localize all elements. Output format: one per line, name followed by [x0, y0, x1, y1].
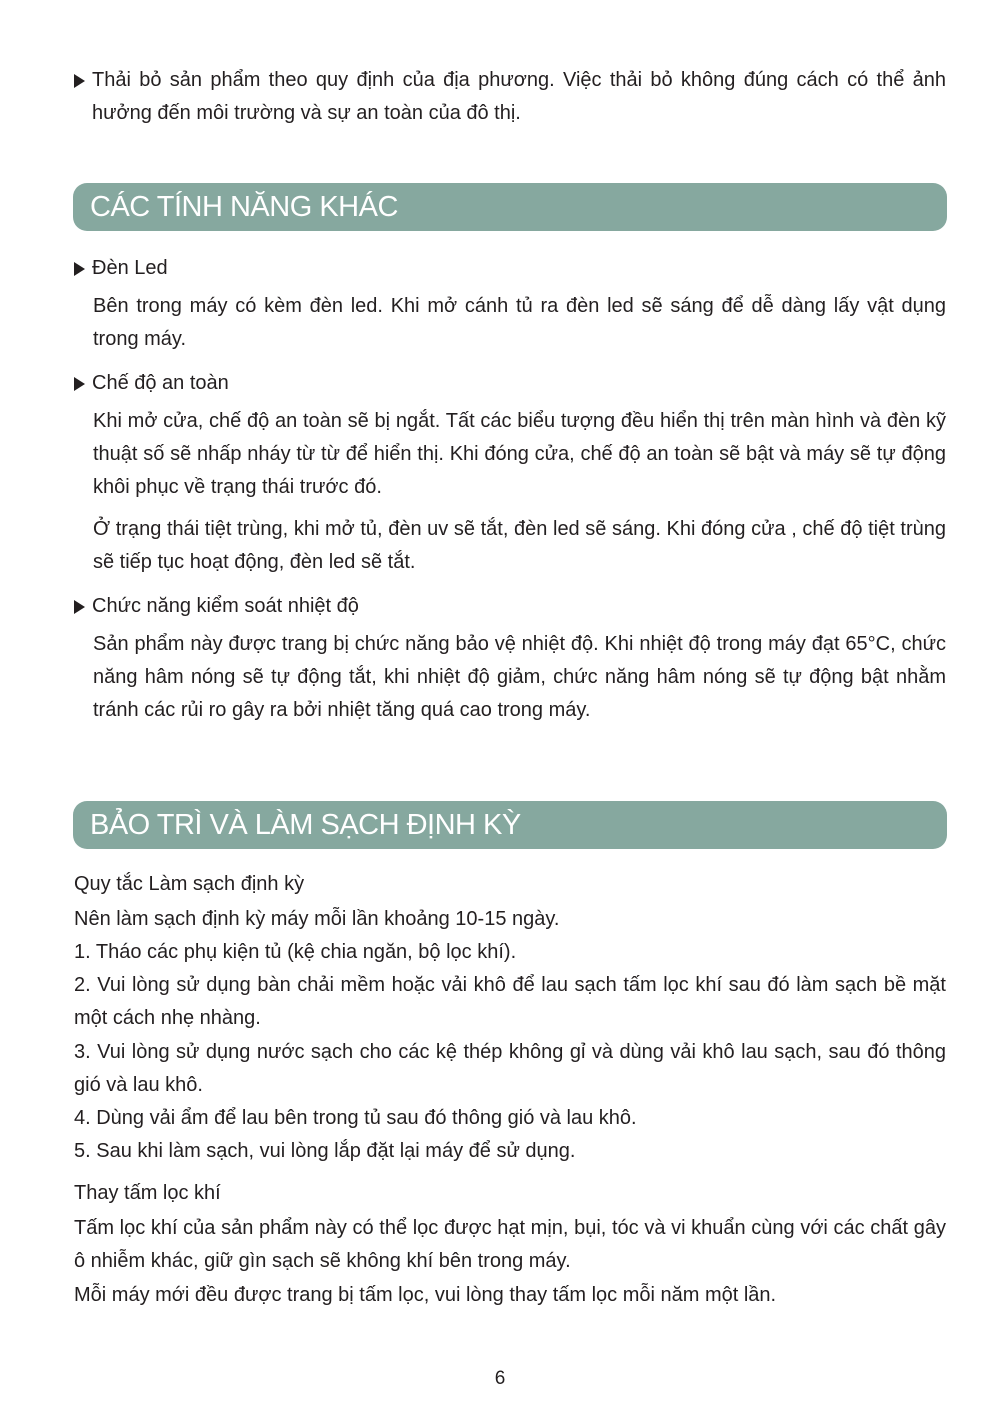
cleaning-step-2: 2. Vui lòng sử dụng bàn chải mềm hoặc vải khô để lau sạch tấm lọc khí sau đó làm sạch bề mặt một cách nhẹ nhàng.	[74, 974, 946, 1029]
section-title-maintenance: BẢO TRÌ VÀ LÀM SẠCH ĐỊNH KỲ	[90, 809, 521, 841]
feature-heading-temperature: Chức năng kiểm soát nhiệt độ	[92, 595, 359, 617]
section-banner-features	[73, 183, 947, 231]
bullet-triangle-icon	[74, 74, 85, 88]
cleaning-step-4: 4. Dùng vải ẩm để lau bên trong tủ sau đó thông gió và lau khô.	[74, 1107, 637, 1129]
feature-heading-led: Đèn Led	[92, 257, 168, 279]
page-number: 6	[494, 1368, 506, 1389]
bullet-triangle-icon	[74, 600, 85, 614]
filter-note: Mỗi máy mới đều được trang bị tấm lọc, vui lòng thay tấm lọc mỗi năm một lần.	[74, 1284, 777, 1306]
cleaning-step-1: 1. Tháo các phụ kiện tủ (kệ chia ngăn, bộ lọc khí).	[74, 941, 517, 963]
cleaning-heading: Quy tắc Làm sạch định kỳ	[74, 873, 305, 895]
feature-text-safety-2: Ở trạng thái tiệt trùng, khi mở tủ, đèn uv sẽ tắt, đèn led sẽ sáng. Khi đóng cửa , chế độ tiệt trùng sẽ tiếp tục hoạt động, đèn led sẽ tắt.	[93, 518, 946, 573]
cleaning-intro: Nên làm sạch định kỳ máy mỗi lần khoảng 10-15 ngày.	[74, 908, 560, 930]
bullet-triangle-icon	[74, 377, 85, 391]
feature-text-temperature: Sản phẩm này được trang bị chức năng bảo vệ nhiệt độ. Khi nhiệt độ trong máy đạt 65°C, chức năng hâm nóng sẽ tự động tắt, khi nhiệt độ giảm, chức năng hâm nóng sẽ tự động bật nhằm tránh các rủi ro gây ra bởi nhiệt tăng quá cao trong máy.	[93, 633, 946, 721]
cleaning-step-3: 3. Vui lòng sử dụng nước sạch cho các kệ thép không gỉ và dùng vải khô lau sạch, sau đó thông gió và lau khô.	[74, 1041, 946, 1096]
intro-bullet-text: Thải bỏ sản phẩm theo quy định của địa phương. Việc thải bỏ không đúng cách có thể ảnh hưởng đến môi trường và sự an toàn của đô thị.	[92, 69, 946, 124]
feature-text-led: Bên trong máy có kèm đèn led. Khi mở cánh tủ ra đèn led sẽ sáng để dễ dàng lấy vật dụng trong máy.	[93, 295, 946, 350]
filter-text: Tấm lọc khí của sản phẩm này có thể lọc được hạt mịn, bụi, tóc và vi khuẩn cùng với các chất gây ô nhiễm khác, giữ gìn sạch sẽ không khí bên trong máy.	[74, 1217, 946, 1272]
feature-heading-safety: Chế độ an toàn	[92, 372, 229, 394]
filter-heading: Thay tấm lọc khí	[74, 1182, 221, 1204]
bullet-triangle-icon	[74, 262, 85, 276]
section-title-features: CÁC TÍNH NĂNG KHÁC	[90, 191, 398, 223]
section-banner-maintenance	[73, 801, 947, 849]
cleaning-step-5: 5. Sau khi làm sạch, vui lòng lắp đặt lại máy để sử dụng.	[74, 1140, 576, 1162]
feature-text-safety-1: Khi mở cửa, chế độ an toàn sẽ bị ngắt. Tất các biểu tượng đều hiển thị trên màn hình và đèn kỹ thuật số sẽ nhấp nháy từ từ để hiển thị. Khi đóng cửa, chế độ an toàn sẽ bật và máy sẽ tự động khôi phục về trạng thái trước đó.	[93, 410, 946, 498]
